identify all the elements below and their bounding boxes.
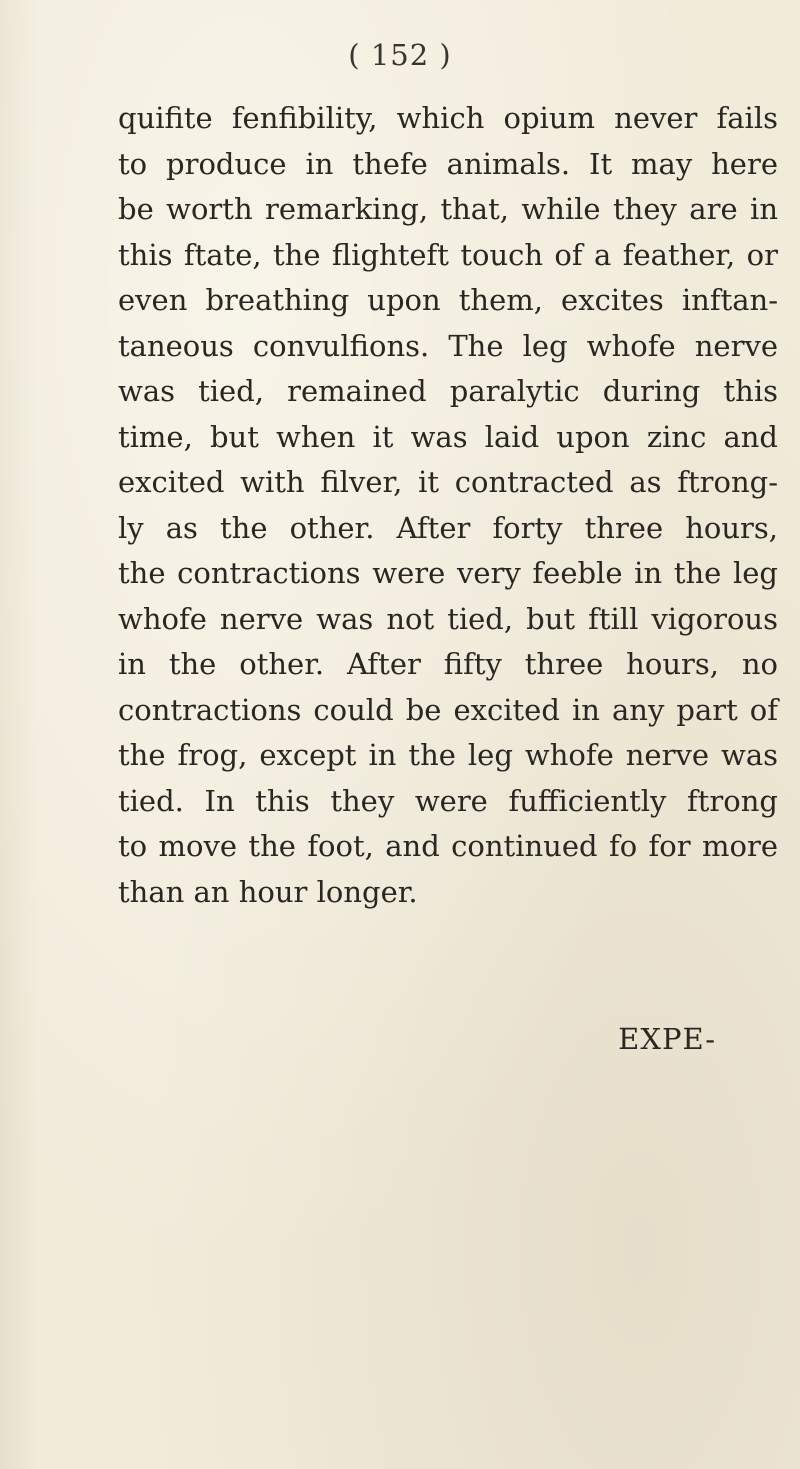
text-line: quifite fenfibility, which opium never fails <box>118 101 778 135</box>
text-line-last: than an hour longer. <box>118 874 418 909</box>
text-line: this ftate, the flighteft touch of a feather, or <box>118 237 778 272</box>
text-line: to move the foot, and continued fo for more <box>118 829 778 863</box>
text-line: excited with filver, it contracted as ftrong- <box>118 465 778 499</box>
catchword: EXPE- <box>618 1022 716 1056</box>
body-text <box>118 96 778 915</box>
text-line: to produce in thefe animals. It may here <box>118 146 778 181</box>
text-line: tied. In this they were fufficiently ftrong <box>118 783 778 818</box>
text-line: whofe nerve was not tied, but ftill vigorous <box>118 601 778 636</box>
text-line: contractions could be excited in any part of <box>118 692 778 727</box>
text-line: the frog, except in the leg whofe nerve was <box>118 738 778 772</box>
page-number: ( 152 ) <box>348 38 452 72</box>
text-line: taneous convulfions. The leg whofe nerve <box>118 328 778 363</box>
text-line: even breathing upon them, excites inftan- <box>118 283 778 317</box>
text-line: time, but when it was laid upon zinc and <box>118 419 778 454</box>
text-line: in the other. After fifty three hours, no <box>118 647 778 681</box>
text-line: be worth remarking, that, while they are in <box>118 192 778 226</box>
text-line: was tied, remained paralytic during this <box>118 374 778 408</box>
text-line: ly as the other. After forty three hours, <box>118 510 778 545</box>
text-line: the contractions were very feeble in the leg <box>118 556 778 590</box>
